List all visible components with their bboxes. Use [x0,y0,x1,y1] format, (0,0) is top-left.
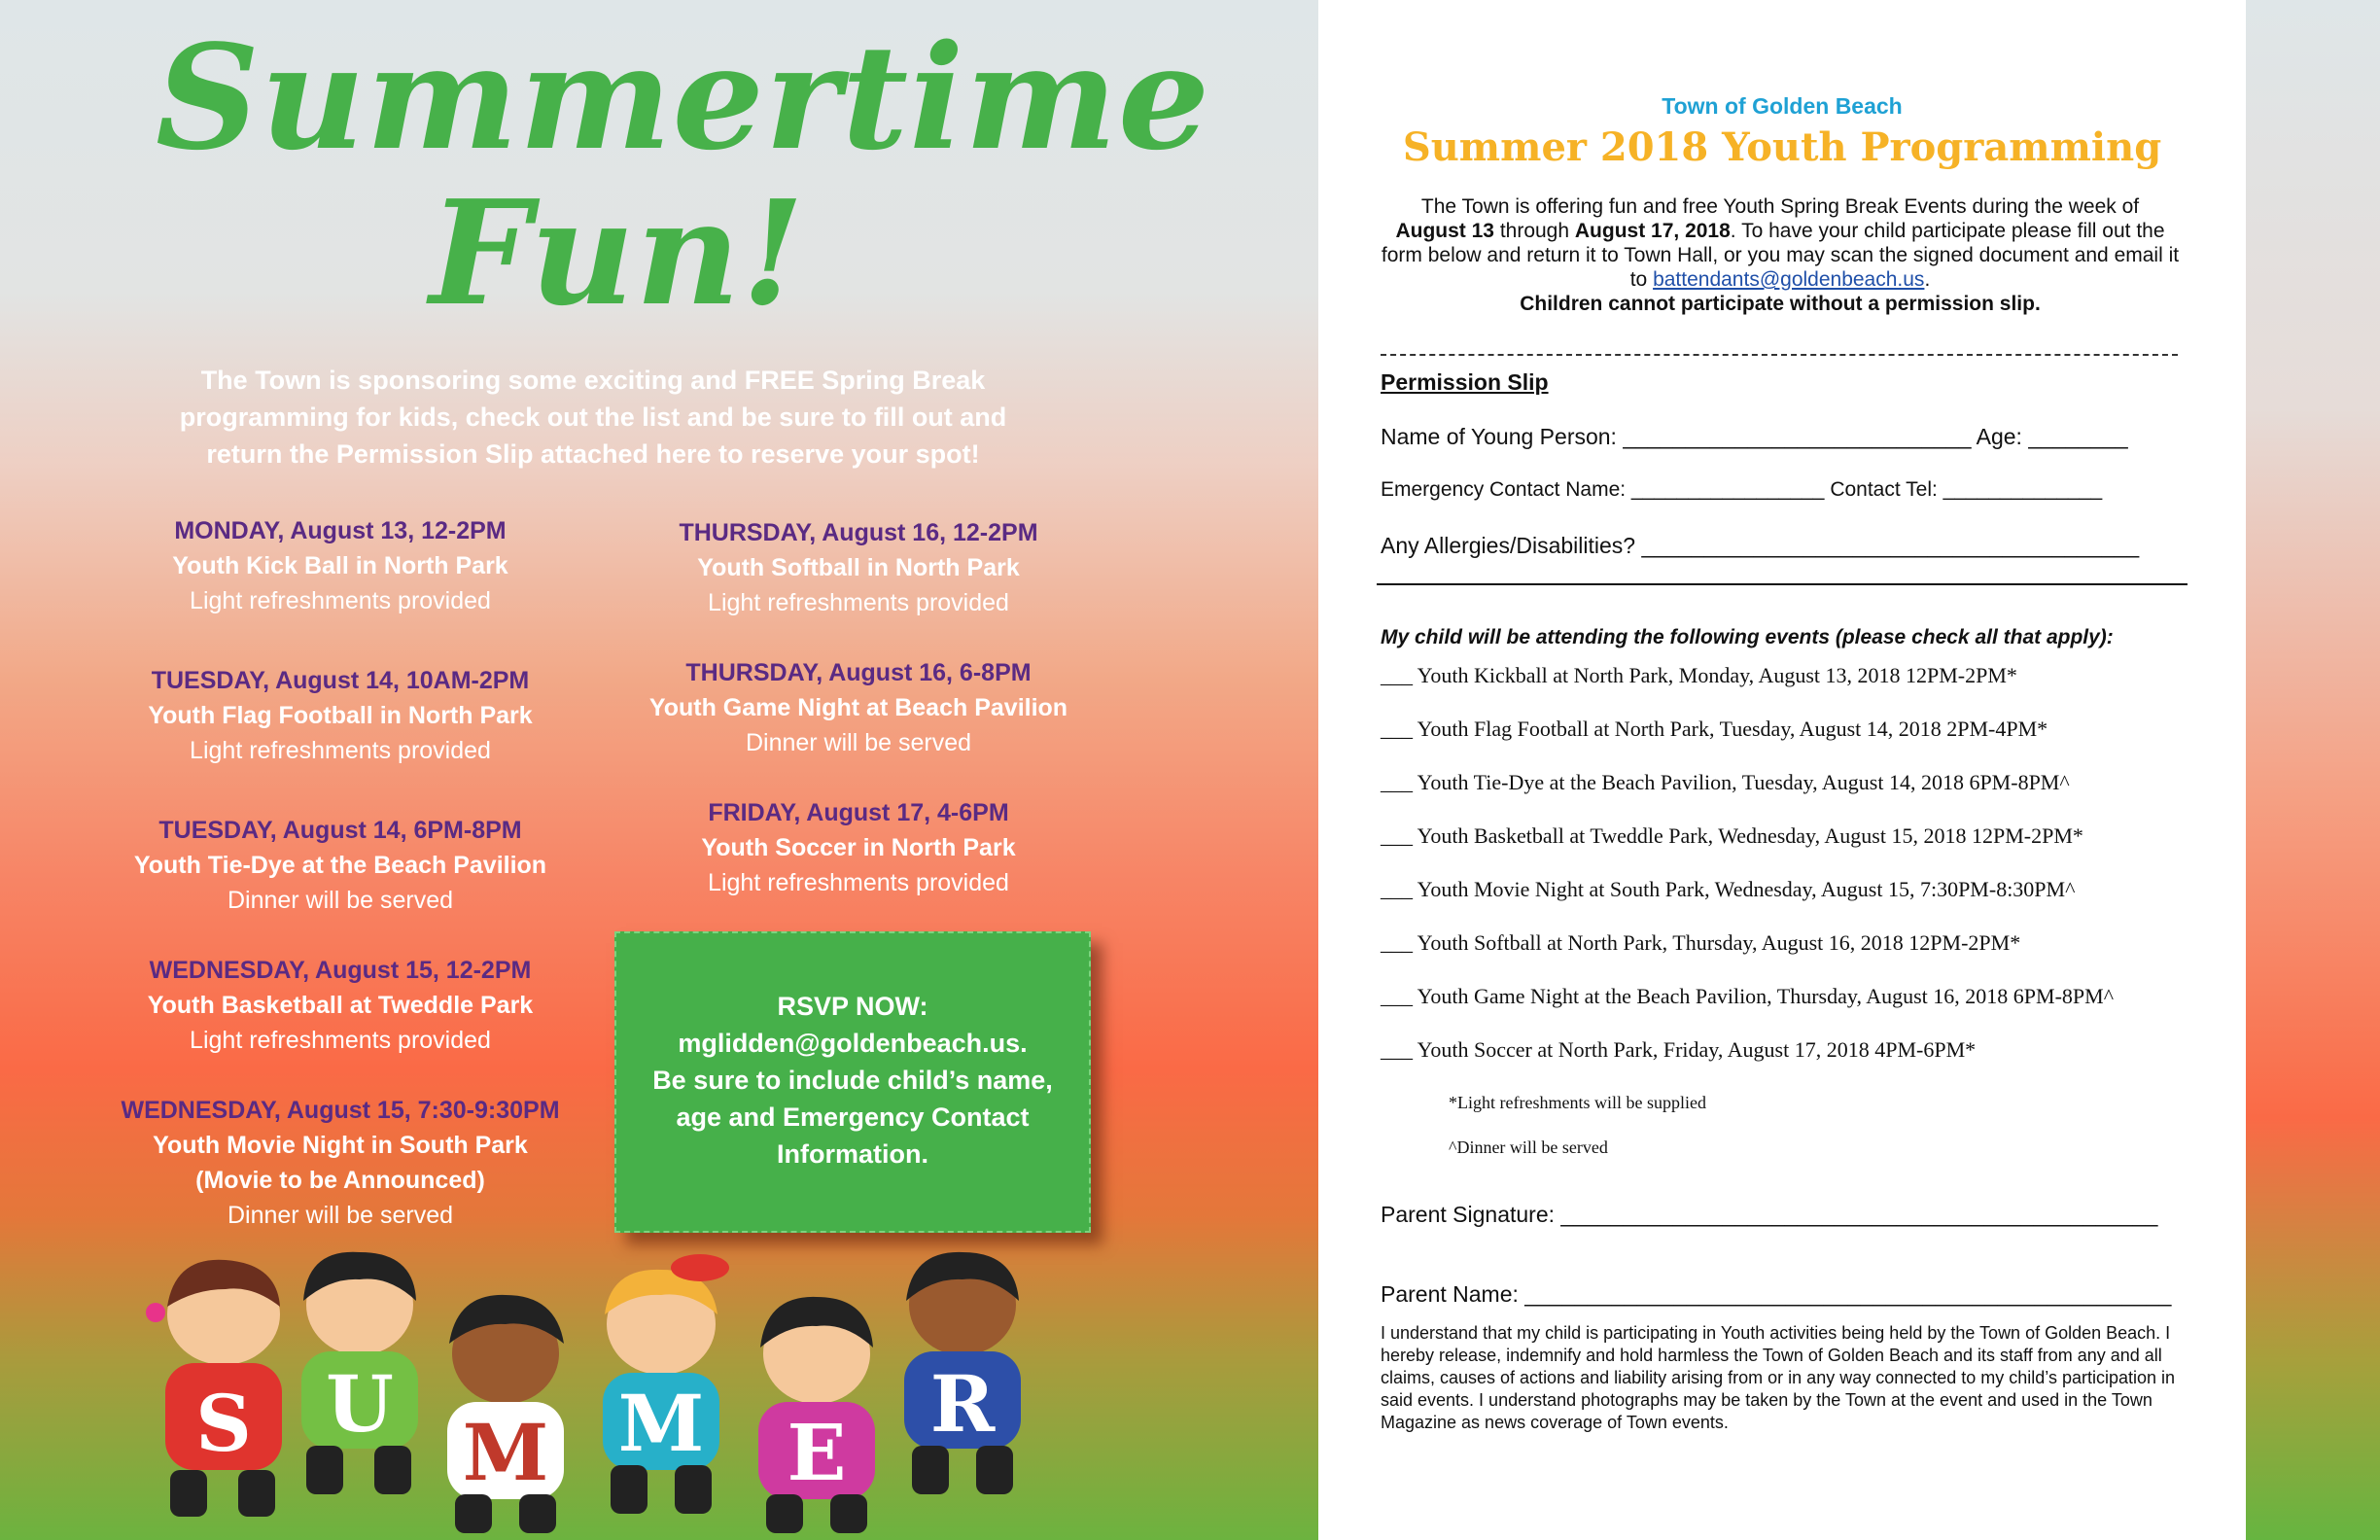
background-strip [2246,0,2380,1540]
rsvp-box [614,931,1091,1233]
form-email-link[interactable]: battendants@goldenbeach.us [1653,268,1925,291]
event-checkbox-soccer[interactable]: ___ Youth Soccer at North Park, Friday, August 17, 2018 4PM-6PM* [1381,1037,1977,1062]
footnote-dinner: ^Dinner will be served [1449,1138,1608,1157]
kid-e-illustration [758,1297,875,1533]
event-day: MONDAY, August 13, 12-2PM [174,517,507,544]
divider [1377,583,2188,585]
event-note: Light refreshments provided [708,589,1009,616]
event-name: Youth Basketball at Tweddle Park [147,992,534,1019]
legal-release-text: I understand that my child is participating in Youth activities being held by the Town of Golden Beach. I hereby release, indemnify and hold harmless the Town of Golden Beach and its staff from any and all claims, causes of actions and liability arising from or in any way connected to my child’s participation in said events. I understand photographs may be taken by the Town at the event and used in the Town Magazine as news coverage of Town events. [1381,1323,2176,1432]
event-note: Dinner will be served [227,1202,454,1229]
event-name: Youth Flag Football in North Park [148,702,533,729]
kid-u-illustration [301,1252,418,1494]
flyer-title-line1: Summertime [156,13,1211,182]
form-intro-date-end: August 17, 2018 [1574,220,1731,242]
kid-letter-e: E [787,1407,847,1498]
event-wednesday-noon [68,953,612,1058]
rsvp-line5: Information. [777,1139,928,1169]
event-thursday-noon [586,515,1131,620]
flyer-intro: The Town is sponsoring some exciting and FREE Spring Break programming for kids, check out the list and be sure to fill out and return the Permission Slip attached here to reserve your spot! [179,366,1007,469]
event-name-sub: (Movie to be Announced) [195,1167,485,1194]
flyer-title [156,13,1211,337]
form-town-name: Town of Golden Beach [1662,93,1903,119]
event-note: Light refreshments provided [190,587,491,614]
event-checkbox-game-night[interactable]: ___ Youth Game Night at the Beach Pavilion, Thursday, August 16, 2018 6PM-8PM^ [1381,984,2115,1008]
rsvp-line4: age and Emergency Contact [676,1102,1030,1132]
kid-letter-m2: M [617,1378,705,1469]
event-name: Youth Movie Night in South Park [153,1132,528,1159]
event-note: Light refreshments provided [190,737,491,764]
event-note: Dinner will be served [227,887,454,914]
kids-illustration [117,1246,1060,1540]
kid-m1-illustration [447,1295,564,1533]
kid-letter-s: S [195,1378,252,1469]
event-note: Light refreshments provided [708,869,1009,896]
event-checkbox-movie-night[interactable]: ___ Youth Movie Night at South Park, Wednesday, August 15, 7:30PM-8:30PM^ [1381,877,2076,901]
permission-slip-heading: Permission Slip [1381,369,1549,395]
rsvp-text [616,988,1089,1172]
event-checkbox-tie-dye[interactable]: ___ Youth Tie-Dye at the Beach Pavilion, Tuesday, August 14, 2018 6PM-8PM^ [1381,770,2070,794]
event-day: TUESDAY, August 14, 6PM-8PM [158,817,522,844]
kid-s-illustration [146,1260,282,1517]
event-monday [68,513,612,618]
parent-name-field[interactable]: Parent Name: ____________________________________________________ [1381,1281,2172,1307]
event-tuesday-am [68,663,612,768]
event-wednesday-night [68,1093,612,1233]
event-checkbox-basketball[interactable]: ___ Youth Basketball at Tweddle Park, Wednesday, August 15, 2018 12PM-2PM* [1381,823,2083,848]
event-name: Youth Softball in North Park [697,554,1020,581]
form-intro-body: . To have your child participate please fill out the form below and return it to Town Hall, or you may scan the signed document and email it to [1381,220,2180,291]
permission-form-page [1318,0,2246,1540]
event-name: Youth Tie-Dye at the Beach Pavilion [133,852,547,879]
event-checkbox-kickball[interactable]: ___ Youth Kickball at North Park, Monday, August 13, 2018 12PM-2PM* [1381,663,2017,687]
event-note: Light refreshments provided [190,1027,491,1054]
form-intro [1377,194,2184,316]
event-name: Youth Kick Ball in North Park [172,552,508,579]
form-intro-date-start: August 13 [1395,220,1494,242]
event-day: WEDNESDAY, August 15, 12-2PM [149,957,532,984]
rsvp-line3: Be sure to include child’s name, [652,1066,1053,1095]
event-name: Youth Soccer in North Park [701,834,1016,861]
event-note: Dinner will be served [745,729,972,756]
flyer-title-line2: Fun! [429,168,806,337]
form-intro-period: . [1924,268,1931,291]
event-day: THURSDAY, August 16, 6-8PM [685,659,1032,686]
kid-letter-u: U [326,1358,394,1450]
kid-r-illustration [904,1252,1021,1494]
kid-m2-illustration [603,1254,729,1514]
event-day: THURSDAY, August 16, 12-2PM [679,519,1038,546]
kid-letter-r: R [929,1358,996,1450]
form-warning: Children cannot participate without a permission slip. [1520,293,2041,315]
emergency-contact-field[interactable]: Emergency Contact Name: _________________ Contact Tel: ______________ [1381,478,2103,501]
event-friday [586,795,1131,900]
rsvp-heading: RSVP NOW: [777,992,928,1021]
event-tuesday-pm [68,813,612,918]
event-checkbox-flag-football[interactable]: ___ Youth Flag Football at North Park, Tuesday, August 14, 2018 2PM-4PM* [1381,717,2048,741]
kid-letter-m: M [462,1407,549,1498]
young-person-name-field[interactable]: Name of Young Person: ____________________________ Age: ________ [1381,424,2128,449]
rsvp-email: mglidden@goldenbeach.us. [678,1029,1028,1058]
event-day: TUESDAY, August 14, 10AM-2PM [151,667,530,694]
form-title: Summer 2018 Youth Programming [1402,124,2162,170]
event-name: Youth Game Night at Beach Pavilion [648,694,1068,721]
event-thursday-night [586,655,1131,760]
event-day: WEDNESDAY, August 15, 7:30-9:30PM [121,1097,560,1124]
allergies-field[interactable]: Any Allergies/Disabilities? ________________________________________ [1381,533,2140,558]
event-checkbox-softball[interactable]: ___ Youth Softball at North Park, Thursday, August 16, 2018 12PM-2PM* [1381,930,2021,955]
form-intro-through: through [1493,220,1575,242]
event-day: FRIDAY, August 17, 4-6PM [708,799,1009,826]
cut-line [1381,354,2178,356]
parent-signature-field[interactable]: Parent Signature: ________________________________________________ [1381,1202,2158,1227]
footnote-refreshments: *Light refreshments will be supplied [1449,1093,1706,1112]
form-intro-a: The Town is offering fun and free Youth Spring Break Events during the week of [1420,195,2140,218]
events-checklist-intro: My child will be attending the following events (please check all that apply): [1381,626,2114,648]
